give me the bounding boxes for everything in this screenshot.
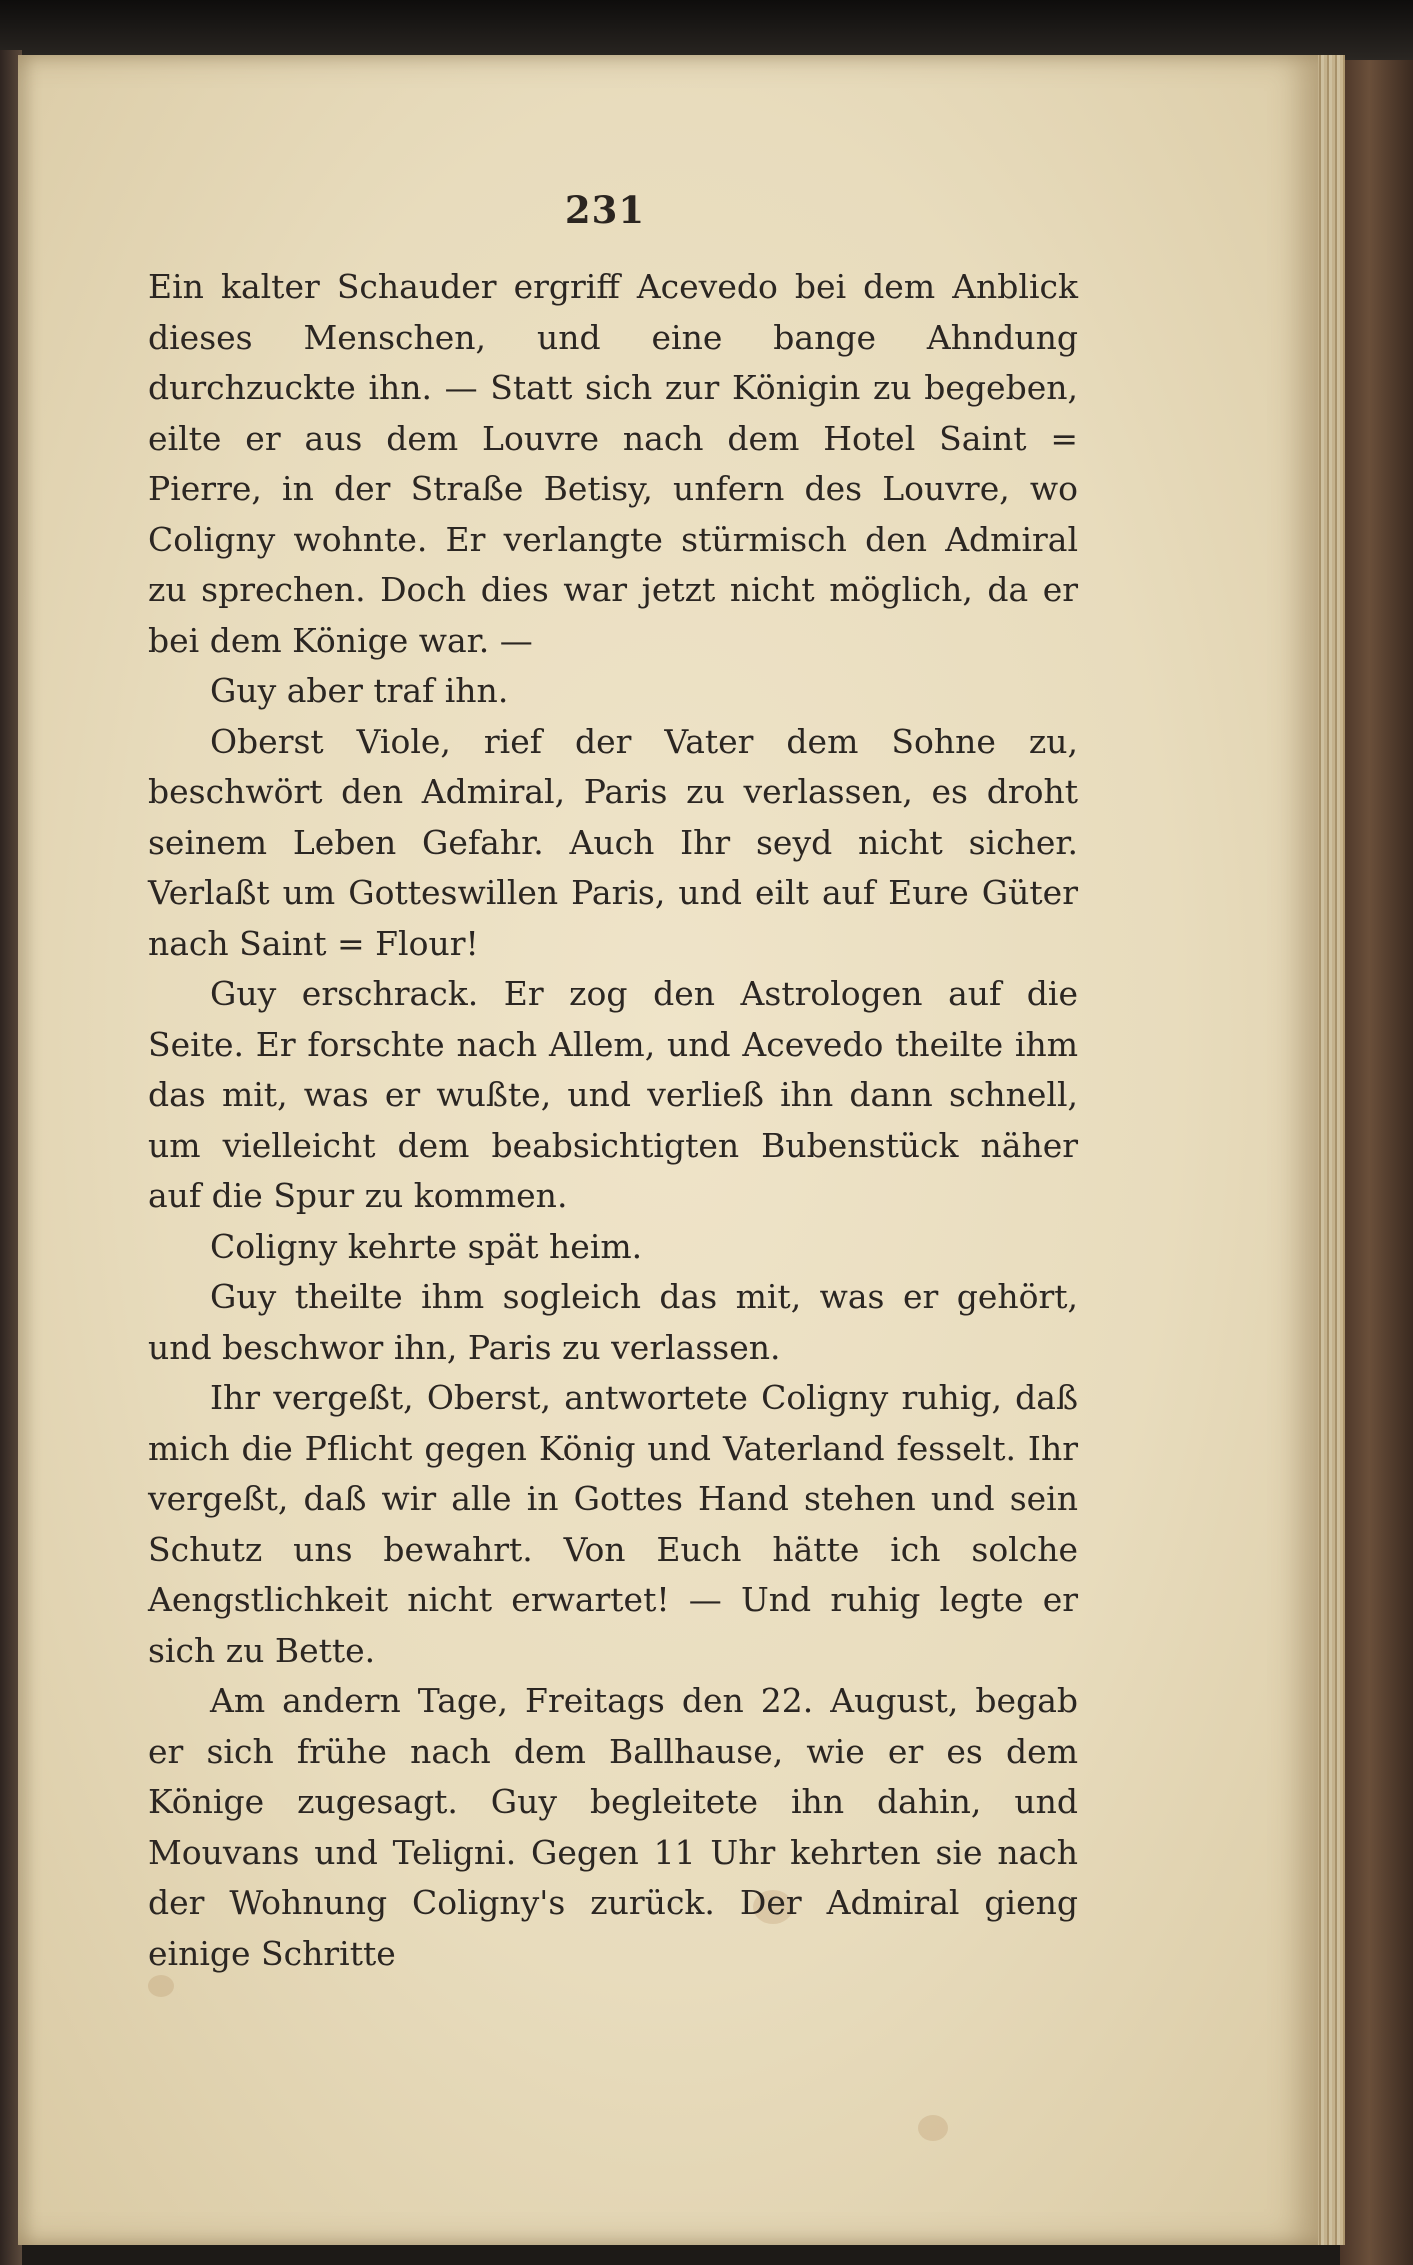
paragraph: Guy aber traf ihn.	[210, 671, 509, 710]
paragraph: Guy theilte ihm sogleich das mit, was er gehört, und beschwor ihn, Paris zu verlassen.	[148, 1277, 1078, 1367]
paragraph: Coligny kehrte spät heim.	[210, 1226, 643, 1266]
paragraph: Am andern Tage, Freitags den 22. August, begab er sich frühe nach dem Ballhause, wie er es dem Könige zugesagt. Guy begleitete ihn dahin, und Mouvans und Teligni. Gegen 11 Uhr kehrten sie nach der Wohnung Coligny's zurück. Der Admiral gieng einige Schritte	[148, 1681, 1078, 1973]
paragraph: Guy erschrack. Er zog den Astrologen auf die Seite. Er forschte nach Allem, und Acevedo theilte ihm das mit, was er wußte, und verließ ihn dann schnell, um vielleicht dem beabsichtigten Bubenstück näher auf die Spur zu kommen.	[148, 974, 1078, 1215]
binding-top	[0, 0, 1413, 60]
paragraph: Oberst Viole, rief der Vater dem Sohne zu, beschwört den Admiral, Paris zu verlassen, es droht seinem Leben Gefahr. Auch Ihr seyd nicht sicher. Verlaßt um Gotteswillen Paris, und eilt auf Eure Güter nach Saint = Flour!	[148, 721, 1078, 963]
page-number: 231	[564, 188, 646, 232]
body-text	[148, 262, 1078, 1979]
cover-edge-right	[1340, 60, 1413, 2265]
paragraph: Ihr vergeßt, Oberst, antwortete Coligny ruhig, daß mich die Pflicht gegen König und Vaterland fesselt. Ihr vergeßt, daß wir alle in Gottes Hand stehen und sein Schutz uns bewahrt. Von Euch hätte ich solche Aengstlichkeit nicht erwartet! — Und ruhig legte er sich zu Bette.	[148, 1378, 1078, 1670]
paragraph: Ein kalter Schauder ergriff Acevedo bei dem Anblick dieses Menschen, und eine bange Ahndung durchzuckte ihn. — Statt sich zur Königin zu begeben, eilte er aus dem Louvre nach dem Hotel Saint = Pierre, in der Straße Betisy, unfern des Louvre, wo Coligny wohnte. Er verlangte stürmisch den Admiral zu sprechen. Doch dies war jetzt nicht möglich, da er bei dem Könige war. —	[148, 267, 1078, 660]
paper-stain	[918, 2115, 948, 2141]
